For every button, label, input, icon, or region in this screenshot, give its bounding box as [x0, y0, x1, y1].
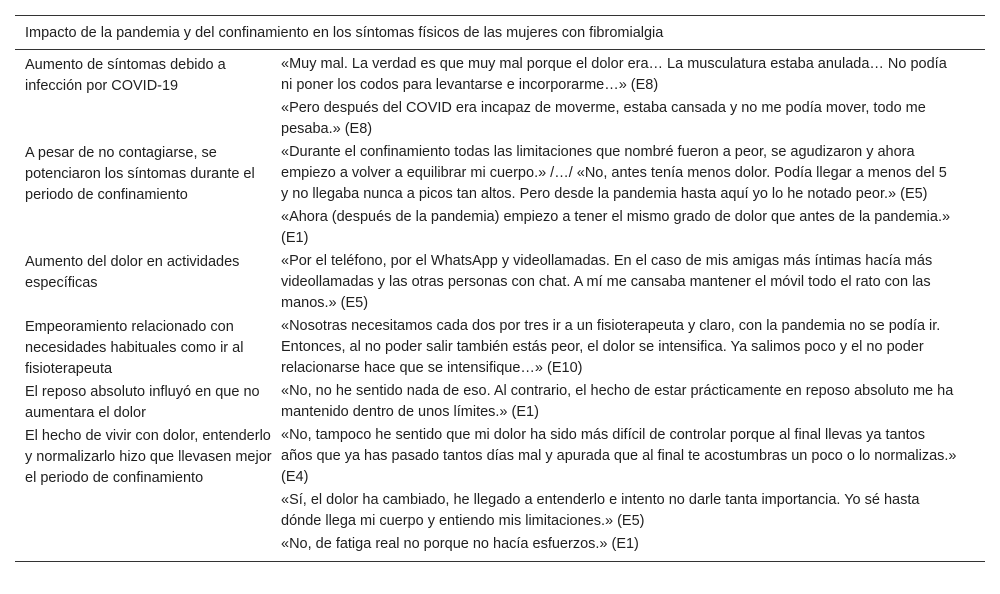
quotes-cell: [281, 425, 975, 557]
quote-text: «No, de fatiga real no porque no hacía esfuerzos.» (E1): [281, 536, 639, 552]
table-row: [15, 251, 985, 316]
category-label: Aumento de síntomas debido a infección por COVID-19: [25, 57, 226, 94]
category-label: A pesar de no contagiarse, se potenciaron los síntomas durante el periodo de confinamiento: [25, 145, 255, 203]
category-label: Empeoramiento relacionado con necesidades habituales como ir al fisioterapeuta: [25, 319, 244, 377]
quotes-cell: [281, 316, 975, 381]
quotes-cell: [281, 142, 975, 251]
category-label: El reposo absoluto influyó en que no aumentara el dolor: [25, 384, 260, 421]
table-header: Impacto de la pandemia y del confinamiento en los síntomas físicos de las mujeres con fibromialgia: [15, 16, 985, 50]
table-row: [15, 54, 985, 142]
category-label: Aumento del dolor en actividades específicas: [25, 254, 240, 291]
table-row: [15, 316, 985, 381]
quote-text: «Nosotras necesitamos cada dos por tres ir a un fisioterapeuta y claro, con la pandemia no se podía ir. Entonces, al no poder salir también estás peor, el dolor se intensifica. Ya salimos poco y el no poder relacionarse hace que se intensifique…» (E10): [281, 318, 941, 376]
quote-text: «Muy mal. La verdad es que muy mal porque el dolor era… La musculatura estaba anulada… No podía ni poner los codos para levantarse e incorporarme…» (E8): [281, 56, 947, 93]
quote-text: «Durante el confinamiento todas las limitaciones que nombré fueron a peor, se agudizaron y ahora empiezo a volver a equilibrar mi cuerpo.» /…/ «No, antes tenía menos dolor. Podía llegar a menos del 5 y no llegaba nunca a picos tan altos. Pero desde la pandemia hasta aquí yo lo he notado peor.» (E5): [281, 144, 947, 202]
category-label: El hecho de vivir con dolor, entenderlo y normalizarlo hizo que llevasen mejor el periodo de confinamiento: [25, 428, 272, 486]
quotes-cell: [281, 251, 975, 316]
table-row: [15, 142, 985, 251]
quotes-cell: [281, 54, 975, 142]
quote-text: «Pero después del COVID era incapaz de moverme, estaba cansada y no me podía mover, todo me pesaba.» (E8): [281, 100, 926, 137]
quote-text: «No, no he sentido nada de eso. Al contrario, el hecho de estar prácticamente en reposo absoluto me ha mantenido dentro de unos límites.» (E1): [281, 383, 954, 420]
table-row: [15, 425, 985, 557]
quote-text: «Por el teléfono, por el WhatsApp y videollamadas. En el caso de mis amigas más íntimas hacía más videollamadas y las otras personas con chat. A mí me cansaba mantener el móvil todo el rato con las manos.» (E5): [281, 253, 933, 311]
table-row: [15, 381, 985, 425]
symptoms-table: [15, 15, 985, 562]
quotes-cell: [281, 381, 975, 425]
table-body: [15, 50, 985, 561]
quote-text: «Sí, el dolor ha cambiado, he llegado a entenderlo e intento no darle tanta importancia. Yo sé hasta dónde llega mi cuerpo y entiendo mis limitaciones.» (E5): [281, 492, 920, 529]
quote-text: «No, tampoco he sentido que mi dolor ha sido más difícil de controlar porque al final llevas ya tantos años que ya has pasado tantos días mal y apurada que al final te acostumbras un poco o lo normalizas.» (E4): [281, 427, 957, 485]
quote-text: «Ahora (después de la pandemia) empiezo a tener el mismo grado de dolor que antes de la pandemia.» (E1): [281, 209, 951, 246]
